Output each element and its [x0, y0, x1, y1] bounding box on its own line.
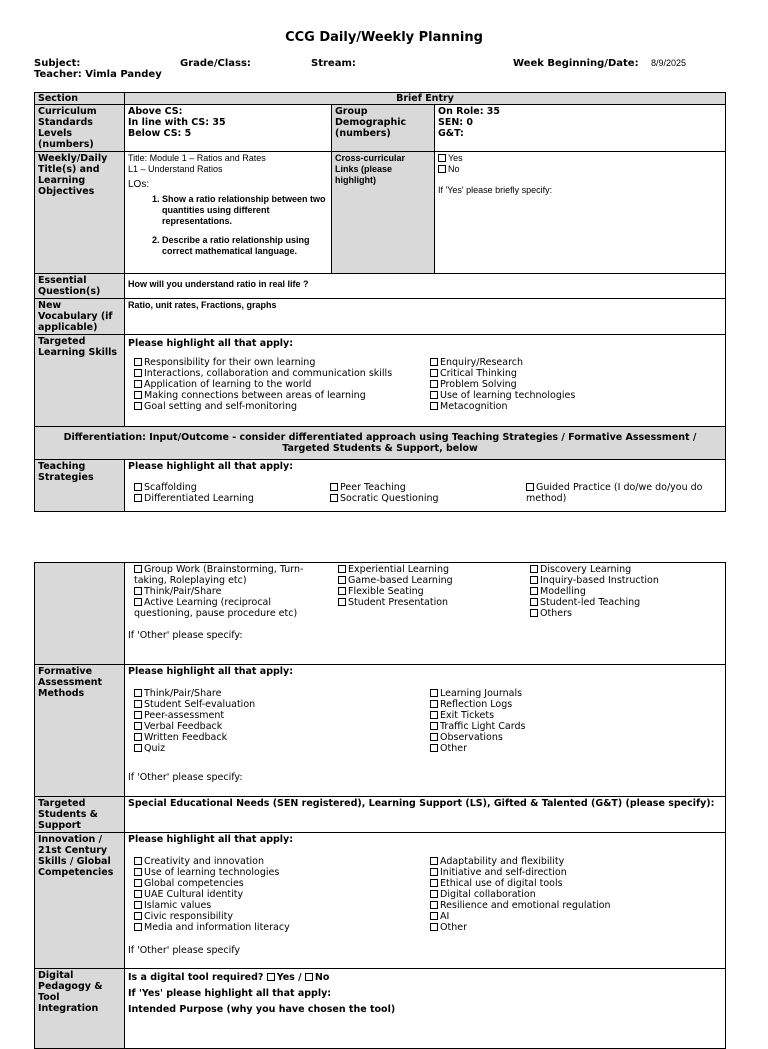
module-title: Title: Module 1 – Ratios and Rates: [128, 153, 266, 163]
learning-objectives-list: [128, 194, 328, 257]
checkbox-icon[interactable]: [530, 598, 538, 606]
checkbox-icon[interactable]: [430, 380, 438, 388]
checkbox-option[interactable]: [530, 597, 722, 608]
checkbox-icon[interactable]: [430, 923, 438, 931]
brief-entry-header: Brief Entry: [125, 93, 726, 105]
checkbox-icon[interactable]: [430, 901, 438, 909]
skills-heading: Please highlight all that apply:: [128, 338, 294, 349]
checkbox-option[interactable]: [134, 867, 426, 878]
essential-question-label: Essential Question(s): [35, 274, 125, 299]
learning-skills-cell: [125, 335, 726, 427]
cross-curricular-cell: [435, 152, 726, 274]
checkbox-icon[interactable]: [134, 391, 142, 399]
checkbox-option[interactable]: [134, 357, 426, 368]
checkbox-icon[interactable]: [330, 494, 338, 502]
teaching-strategies-cell: [125, 460, 726, 512]
formative-heading: Please highlight all that apply:: [128, 666, 294, 677]
checkbox-icon[interactable]: [430, 857, 438, 865]
option-label: Civic responsibility: [144, 911, 234, 922]
teaching-col-3: [526, 482, 722, 504]
checkbox-option[interactable]: [134, 911, 426, 922]
checkbox-icon[interactable]: [330, 483, 338, 491]
checkbox-icon[interactable]: [526, 483, 534, 491]
checkbox-option[interactable]: [430, 401, 722, 412]
teaching-strategies-label: Teaching Strategies: [35, 460, 125, 512]
innovation-cell: [125, 833, 726, 969]
option-label: Media and information literacy: [144, 922, 290, 933]
option-label: Problem Solving: [440, 379, 517, 390]
grade-label: Grade/Class:: [180, 58, 251, 69]
checkbox-icon[interactable]: [430, 868, 438, 876]
option-label: Metacognition: [440, 401, 508, 412]
option-label: Student Self-evaluation: [144, 699, 256, 710]
checkbox-option[interactable]: [134, 856, 426, 867]
checkbox-option[interactable]: [134, 482, 330, 493]
option-label: Group Work (Brainstorming, Turn-taking, Roleplaying etc): [134, 564, 304, 586]
checkbox-icon[interactable]: [430, 402, 438, 410]
option-label: Inquiry-based Instruction: [540, 575, 659, 586]
innovation-label: Innovation / 21st Century Skills / Global Competencies: [35, 833, 125, 969]
checkbox-icon[interactable]: [134, 565, 142, 573]
option-label: Observations: [440, 732, 503, 743]
checkbox-option[interactable]: [430, 721, 722, 732]
checkbox-icon[interactable]: [430, 722, 438, 730]
checkbox-option[interactable]: [430, 900, 722, 911]
innovation-heading: Please highlight all that apply:: [128, 834, 294, 845]
checkbox-icon[interactable]: [134, 369, 142, 377]
option-label: Interactions, collaboration and communication skills: [144, 368, 393, 379]
inline-cs: In line with CS: 35: [128, 117, 226, 128]
sen-count: SEN: 0: [438, 117, 473, 128]
checkbox-icon[interactable]: [430, 369, 438, 377]
checkbox-icon[interactable]: [134, 358, 142, 366]
checkbox-icon[interactable]: [438, 165, 446, 173]
essential-question-value: How will you understand ratio in real life ?: [125, 274, 726, 299]
checkbox-icon[interactable]: [267, 973, 275, 981]
option-label: Ethical use of digital tools: [440, 878, 563, 889]
checkbox-option[interactable]: [430, 856, 722, 867]
option-label: Application of learning to the world: [144, 379, 312, 390]
digital-pedagogy-label: Digital Pedagogy & Tool Integration: [35, 969, 125, 1049]
checkbox-option[interactable]: [134, 721, 426, 732]
option-label: Active Learning (reciprocal questioning, pause procedure etc): [134, 597, 298, 619]
checkbox-icon[interactable]: [134, 402, 142, 410]
checkbox-icon[interactable]: [134, 901, 142, 909]
checkbox-option[interactable]: [430, 688, 722, 699]
objectives-cell: [125, 152, 332, 274]
strategies-col-3: [530, 564, 722, 619]
option-label: Flexible Seating: [348, 586, 424, 597]
gt-count: G&T:: [438, 128, 464, 139]
teaching-col-1: [134, 482, 330, 504]
option-label: Socratic Questioning: [340, 493, 439, 504]
above-cs: Above CS:: [128, 106, 183, 117]
option-label: Resilience and emotional regulation: [440, 900, 611, 911]
checkbox-option[interactable]: [430, 889, 722, 900]
option-label: Student Presentation: [348, 597, 449, 608]
checkbox-option[interactable]: [134, 368, 426, 379]
checkbox-option[interactable]: [134, 379, 426, 390]
learning-objective: 1. Show a ratio relationship between two quantities using different representations.: [162, 194, 328, 227]
page-title: CCG Daily/Weekly Planning: [285, 30, 483, 45]
checkbox-icon[interactable]: [430, 711, 438, 719]
checkbox-icon[interactable]: [134, 857, 142, 865]
checkbox-option[interactable]: [430, 911, 722, 922]
checkbox-option[interactable]: [134, 493, 330, 504]
checkbox-icon[interactable]: [134, 700, 142, 708]
checkbox-option[interactable]: [430, 368, 722, 379]
option-label: Think/Pair/Share: [144, 586, 222, 597]
cross-yes-option[interactable]: [438, 153, 722, 164]
checkbox-option[interactable]: [430, 357, 722, 368]
checkbox-option[interactable]: [134, 597, 326, 619]
digital-tool-question: [128, 970, 722, 986]
checkbox-option[interactable]: [430, 867, 722, 878]
option-label: Others: [540, 608, 572, 619]
option-label: Initiative and self-direction: [440, 867, 567, 878]
option-label: Other: [440, 743, 467, 754]
formative-assessment-cell: [125, 665, 726, 797]
checkbox-icon[interactable]: [134, 868, 142, 876]
option-label: Written Feedback: [144, 732, 228, 743]
checkbox-option[interactable]: [430, 379, 722, 390]
checkbox-icon[interactable]: [430, 689, 438, 697]
checkbox-option[interactable]: [134, 900, 426, 911]
option-label: Making connections between areas of learning: [144, 390, 366, 401]
teaching-col-2: [330, 482, 526, 504]
option-label: Use of learning technologies: [144, 867, 280, 878]
checkbox-icon[interactable]: [134, 879, 142, 887]
innovation-right-column: [426, 856, 722, 933]
checkbox-option[interactable]: [134, 699, 426, 710]
stream-label: Stream:: [311, 58, 356, 69]
checkbox-option[interactable]: [530, 586, 722, 597]
checkbox-option[interactable]: [134, 732, 426, 743]
planning-table-1: [34, 92, 726, 512]
learning-objective: 2. Describe a ratio relationship using correct mathematical language.: [162, 235, 328, 257]
checkbox-icon[interactable]: [134, 494, 142, 502]
checkbox-icon[interactable]: [430, 890, 438, 898]
checkbox-option[interactable]: [430, 743, 722, 754]
differentiation-note: Differentiation: Input/Outcome - consider differentiated approach using Teaching Strategies / Formative Assessment / Targeted Students & Support, below: [35, 427, 726, 460]
option-label: Yes: [448, 153, 463, 163]
checkbox-option[interactable]: [134, 710, 426, 721]
checkbox-option[interactable]: [330, 482, 526, 493]
option-label: Other: [440, 922, 467, 933]
checkbox-option[interactable]: [134, 878, 426, 889]
option-label: Reflection Logs: [440, 699, 513, 710]
checkbox-icon[interactable]: [134, 890, 142, 898]
checkbox-icon[interactable]: [430, 358, 438, 366]
checkbox-option[interactable]: [134, 564, 326, 586]
lesson-title: L1 – Understand Ratios: [128, 164, 223, 174]
week-label: Week Beginning/Date:: [513, 58, 639, 69]
checkbox-option[interactable]: [330, 493, 526, 504]
checkbox-option[interactable]: [134, 922, 426, 933]
innovation-other: If 'Other' please specify: [128, 945, 241, 956]
los-label: LOs:: [128, 179, 150, 190]
checkbox-option[interactable]: [530, 564, 722, 575]
formative-other: If 'Other' please specify:: [128, 772, 243, 783]
option-label: Student-led Teaching: [540, 597, 641, 608]
formative-assessment-label: Formative Assessment Methods: [35, 665, 125, 797]
option-label: Adaptability and flexibility: [440, 856, 565, 867]
checkbox-option[interactable]: [134, 401, 426, 412]
checkbox-icon[interactable]: [134, 733, 142, 741]
curriculum-label: Curriculum Standards Levels (numbers): [35, 105, 125, 152]
checkbox-icon[interactable]: [134, 483, 142, 491]
checkbox-icon[interactable]: [530, 609, 538, 617]
option-label: Verbal Feedback: [144, 721, 223, 732]
strategies-continued-cell: [125, 563, 726, 665]
checkbox-option[interactable]: [530, 608, 722, 619]
checkbox-option[interactable]: [338, 564, 530, 575]
checkbox-icon[interactable]: [430, 700, 438, 708]
checkbox-icon[interactable]: [134, 722, 142, 730]
strategies-col-2: [338, 564, 530, 619]
checkbox-icon[interactable]: [530, 587, 538, 595]
option-label: Modelling: [540, 586, 586, 597]
option-label: Experiential Learning: [348, 564, 449, 575]
checkbox-option[interactable]: [430, 922, 722, 933]
checkbox-option[interactable]: [134, 889, 426, 900]
group-demographic-label: Group Demographic (numbers): [332, 105, 435, 152]
checkbox-option[interactable]: [134, 743, 426, 754]
option-label: Think/Pair/Share: [144, 688, 222, 699]
option-label: Goal setting and self-monitoring: [144, 401, 298, 412]
strategies-other: If 'Other' please specify:: [128, 630, 243, 641]
strategies-continued-label: [35, 563, 125, 665]
targeted-students-label: Targeted Students & Support: [35, 797, 125, 833]
option-label: Traffic Light Cards: [440, 721, 526, 732]
option-label: Quiz: [144, 743, 166, 754]
checkbox-option[interactable]: [430, 390, 722, 401]
checkbox-icon[interactable]: [530, 565, 538, 573]
checkbox-icon[interactable]: [134, 912, 142, 920]
checkbox-option[interactable]: [430, 878, 722, 889]
option-label: Game-based Learning: [348, 575, 453, 586]
option-label: Differentiated Learning: [144, 493, 254, 504]
checkbox-icon[interactable]: [430, 744, 438, 752]
teacher-name: Teacher: Vimla Pandey: [34, 69, 162, 80]
checkbox-icon[interactable]: [134, 711, 142, 719]
checkbox-icon[interactable]: [338, 587, 346, 595]
option-label: UAE Cultural identity: [144, 889, 244, 900]
objectives-label: Weekly/Daily Title(s) and Learning Objectives: [35, 152, 125, 274]
checkbox-icon[interactable]: [430, 879, 438, 887]
option-label: Responsibility for their own learning: [144, 357, 316, 368]
option-label: Critical Thinking: [440, 368, 517, 379]
option-label: Use of learning technologies: [440, 390, 576, 401]
option-label: Peer-assessment: [144, 710, 225, 721]
digital-purpose: Intended Purpose (why you have chosen the tool): [128, 1004, 396, 1015]
checkbox-option[interactable]: [530, 575, 722, 586]
checkbox-icon[interactable]: [134, 598, 142, 606]
section-header: Section: [35, 93, 125, 105]
skills-left-column: [134, 357, 426, 412]
checkbox-icon[interactable]: [134, 689, 142, 697]
checkbox-option[interactable]: [134, 390, 426, 401]
digital-question-text: Is a digital tool required?: [128, 972, 264, 983]
option-label: Islamic values: [144, 900, 212, 911]
teaching-heading: Please highlight all that apply:: [128, 461, 294, 472]
formative-left-column: [134, 688, 426, 754]
checkbox-icon[interactable]: [134, 380, 142, 388]
cross-no-option[interactable]: [438, 164, 722, 175]
checkbox-icon[interactable]: [134, 587, 142, 595]
vocabulary-value: Ratio, unit rates, Fractions, graphs: [125, 299, 726, 335]
checkbox-icon[interactable]: [338, 576, 346, 584]
innovation-left-column: [134, 856, 426, 933]
checkbox-icon[interactable]: [430, 391, 438, 399]
option-label: Peer Teaching: [340, 482, 406, 493]
targeted-students-value: Special Educational Needs (SEN registered), Learning Support (LS), Gifted & Talented (G&T) (please specify):: [125, 797, 726, 833]
checkbox-icon[interactable]: [530, 576, 538, 584]
checkbox-option[interactable]: [134, 688, 426, 699]
option-label: AI: [440, 911, 450, 922]
curriculum-levels: [125, 105, 332, 152]
checkbox-icon[interactable]: [134, 744, 142, 752]
subject-label: Subject:: [34, 58, 81, 69]
digital-pedagogy-cell: [125, 969, 726, 1049]
option-label: Discovery Learning: [540, 564, 632, 575]
option-label: Enquiry/Research: [440, 357, 524, 368]
checkbox-option[interactable]: [338, 586, 530, 597]
checkbox-option[interactable]: [338, 597, 530, 608]
digital-yes-label: Yes /: [276, 972, 302, 983]
option-label: Scaffolding: [144, 482, 197, 493]
below-cs: Below CS: 5: [128, 128, 192, 139]
option-label: Digital collaboration: [440, 889, 536, 900]
week-value: 8/9/2025: [651, 58, 687, 68]
strategies-col-1: [134, 564, 338, 619]
group-demographic: [435, 105, 726, 152]
option-label: Guided Practice (I do/we do/you do method): [526, 482, 703, 504]
checkbox-icon[interactable]: [134, 923, 142, 931]
learning-skills-label: Targeted Learning Skills: [35, 335, 125, 427]
checkbox-icon[interactable]: [305, 973, 313, 981]
vocabulary-label: New Vocabulary (if applicable): [35, 299, 125, 335]
digital-if-yes: If 'Yes' please highlight all that apply:: [128, 988, 332, 999]
option-label: Exit Tickets: [440, 710, 495, 721]
checkbox-option[interactable]: [430, 710, 722, 721]
checkbox-icon[interactable]: [438, 154, 446, 162]
checkbox-option[interactable]: [134, 586, 326, 597]
digital-no-label: No: [314, 972, 330, 983]
planning-table-2: [34, 562, 726, 1049]
checkbox-icon[interactable]: [430, 912, 438, 920]
option-label: Creativity and innovation: [144, 856, 265, 867]
checkbox-option[interactable]: [338, 575, 530, 586]
formative-right-column: [426, 688, 722, 754]
checkbox-icon[interactable]: [338, 598, 346, 606]
option-label: No: [448, 164, 460, 174]
checkbox-option[interactable]: [526, 482, 722, 504]
cross-specify: If 'Yes' please briefly specify:: [438, 185, 553, 195]
checkbox-option[interactable]: [430, 732, 722, 743]
on-role: On Role: 35: [438, 106, 501, 117]
option-label: Learning Journals: [440, 688, 523, 699]
cross-curricular-label: Cross-curricular Links (please highlight): [332, 152, 435, 274]
skills-right-column: [426, 357, 722, 412]
option-label: Global competencies: [144, 878, 244, 889]
checkbox-option[interactable]: [430, 699, 722, 710]
checkbox-icon[interactable]: [338, 565, 346, 573]
checkbox-icon[interactable]: [430, 733, 438, 741]
